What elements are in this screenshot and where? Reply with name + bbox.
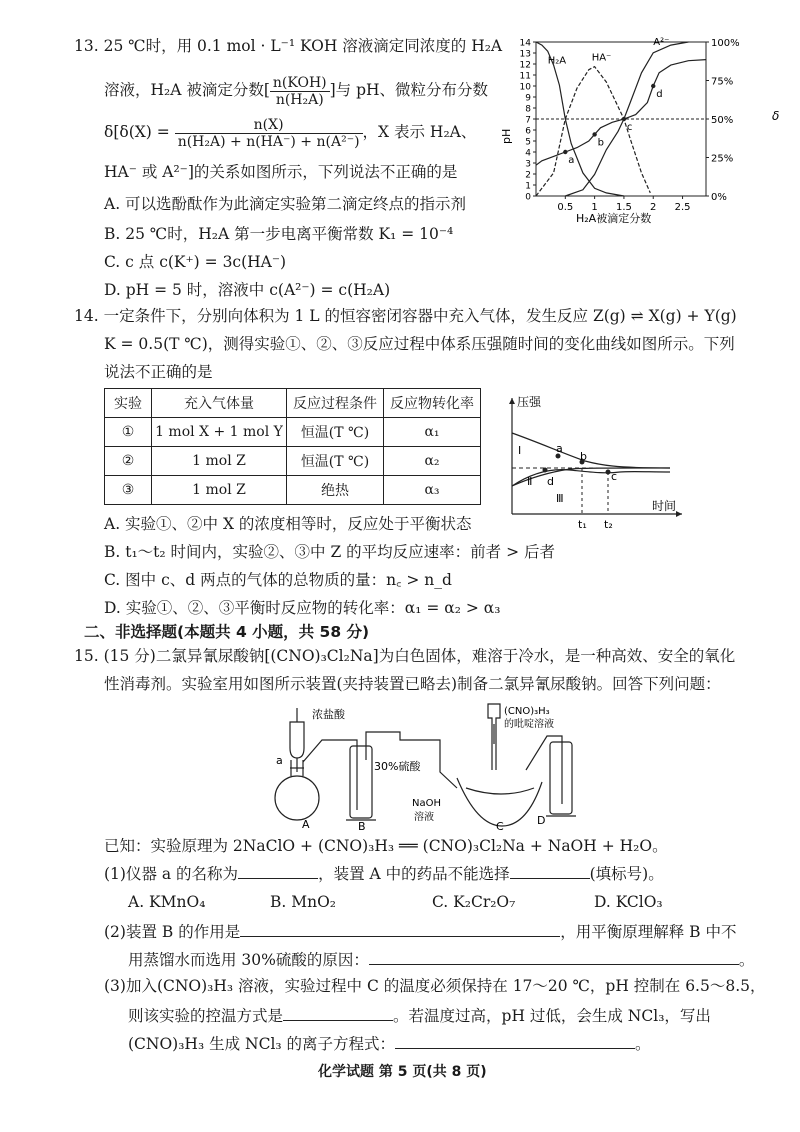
point-d — [543, 468, 548, 473]
x-tick-label: 2 — [650, 202, 657, 213]
x-tick-label: 2.5 — [674, 202, 691, 213]
y-tick-label: 4 — [525, 148, 531, 159]
titration-fraction: $\frac{\text{n(KOH)}}{\text{n(H₂A)}}$ — [270, 75, 330, 108]
label-A: A — [302, 818, 310, 830]
table-cell: 恒温(T ℃) — [287, 447, 384, 476]
q15-p1-option-b: B. MnO₂ — [270, 893, 337, 911]
y-tick-label: 14 — [519, 38, 531, 49]
label-B: B — [358, 820, 366, 830]
q13-option-c: C. c 点 c(K⁺) = 3c(HA⁻) — [104, 253, 287, 271]
q15-p1-option-a: A. KMnO₄ — [128, 893, 206, 911]
bottle-b — [350, 746, 372, 818]
curve-II — [512, 468, 670, 486]
table-header: 反应物转化率 — [384, 389, 481, 418]
table-row — [105, 476, 481, 505]
y2-tick-label: 75% — [711, 76, 734, 88]
q15-part3-line1: (3)加入(CNO)₃H₃ 溶液，实验过程中 C 的温度必须保持在 17～20 ℃，pH 控制在 6.5～8.5， — [104, 977, 766, 995]
q14-stem-line3: 说法不正确的是 — [104, 363, 213, 381]
x-tick-label: 1.5 — [615, 202, 632, 213]
q14-option-a: A. 实验①、②中 X 的浓度相等时，反应处于平衡状态 — [104, 515, 472, 533]
y-tick-label: 5 — [525, 137, 531, 148]
y-tick-label: 7 — [525, 115, 531, 126]
q13-option-a: A. 可以选酚酞作为此滴定实验第二滴定终点的指示剂 — [104, 195, 467, 213]
flask-c-liquid — [466, 788, 534, 794]
label-D: D — [537, 814, 546, 827]
q14-option-b: B. t₁～t₂ 时间内，实验②、③中 Z 的平均反应速率：前者 > 后者 — [104, 543, 556, 561]
y-tick-label: 9 — [525, 93, 531, 104]
y-tick-label: 12 — [519, 60, 531, 71]
table-cell: α₁ — [384, 418, 481, 447]
answer-blank[interactable] — [369, 948, 739, 965]
point-label: d — [656, 89, 663, 100]
table-cell: 恒温(T ℃) — [287, 418, 384, 447]
y-tick-label: 13 — [519, 49, 531, 60]
graph-y-label: 压强 — [517, 395, 542, 409]
table-row — [105, 418, 481, 447]
pressure-time-graph — [500, 388, 690, 538]
answer-blank[interactable] — [238, 862, 318, 879]
table-header: 实验 — [105, 389, 152, 418]
label-reagent-1: (CNO)₃H₃ — [504, 706, 550, 717]
graph-point-label: b — [580, 450, 587, 463]
q15-stem-line1: 15. (15 分)二氯异氰尿酸钠[(CNO)₃Cl₂Na]为白色固体，难溶于冷水，是一种高效、安全的氧化 — [74, 647, 736, 665]
x-tick-label: 1 — [591, 202, 598, 213]
y-tick-label: 10 — [519, 82, 531, 93]
page-footer: 化学试题 第 5 页(共 8 页) — [318, 1064, 487, 1080]
q13-option-d: D. pH = 5 时，溶液中 c(A²⁻) = c(H₂A) — [104, 281, 391, 299]
q15-known: 已知：实验原理为 2NaClO + (CNO)₃H₃ ══ (CNO)₃Cl₂Na + NaOH + H₂O。 — [104, 837, 668, 855]
table-cell: 1 mol Z — [152, 476, 287, 505]
curve-III — [512, 470, 670, 486]
section-heading: 二、非选择题(本题共 4 小题，共 58 分) — [84, 623, 370, 641]
graph-curve-label: Ⅲ — [556, 492, 564, 505]
graph-point-label: c — [611, 470, 618, 483]
dropping-funnel — [290, 708, 304, 758]
y-tick-label: 6 — [525, 126, 531, 137]
table-header-row — [105, 389, 481, 418]
y2-tick-label: 100% — [711, 38, 740, 49]
chart-x-label: H₂A被滴定分数 — [576, 212, 652, 225]
label-reagent-2: 的吡啶溶液 — [504, 719, 554, 730]
table-header: 反应过程条件 — [287, 389, 384, 418]
q15-part3-line3: (CNO)₃H₃ 生成 NCl₃ 的离子方程式： 。 — [128, 1032, 651, 1054]
graph-point-label: d — [547, 475, 554, 488]
graph-point-label: a — [556, 442, 563, 455]
table-cell: 绝热 — [287, 476, 384, 505]
y-tick-label: 11 — [519, 71, 531, 82]
q13-stem-line2: 溶液，H₂A 被滴定分数[ $\frac{\text{n(KOH)}}{\text{n(H₂A)}}$ ]与 pH、微粒分布分数 — [104, 74, 489, 108]
point-c — [606, 470, 611, 475]
table-cell: 1 mol X + 1 mol Y — [152, 418, 287, 447]
answer-blank[interactable] — [240, 920, 560, 937]
q15-part1: (1)仪器 a 的名称为 ，装置 A 中的药品不能选择 (填标号)。 — [104, 862, 664, 884]
table-row — [105, 447, 481, 476]
q14-option-d: D. 实验①、②、③平衡时反应物的转化率：α₁ = α₂ > α₃ — [104, 599, 501, 617]
label-hcl: 浓盐酸 — [312, 708, 345, 721]
graph-t-label: t₂ — [604, 518, 613, 531]
data-point — [651, 84, 655, 88]
q15-part2-line2: 用蒸馏水而选用 30%硫酸的原因： 。 — [128, 948, 754, 970]
chart-y-label: pH — [500, 128, 513, 144]
table-cell: ① — [105, 418, 152, 447]
series-label: HA⁻ — [591, 52, 612, 64]
q13-option-b: B. 25 ℃时，H₂A 第一步电离平衡常数 K₁ = 10⁻⁴ — [104, 225, 454, 243]
point-label: c — [626, 122, 633, 133]
q15-p1-option-c: C. K₂Cr₂O₇ — [432, 893, 516, 911]
y2-tick-label: 25% — [711, 153, 734, 165]
y-tick-label: 0 — [525, 192, 531, 203]
label-h2so4: 30%硫酸 — [374, 760, 421, 773]
table-cell: α₂ — [384, 447, 481, 476]
x-tick-label: 0.5 — [557, 202, 574, 213]
point-label: b — [597, 137, 604, 149]
graph-curve-label: Ⅱ — [527, 475, 533, 488]
distribution-fraction: $\frac{n(X)}{\text{n(H₂A) + n(HA⁻) + n(A²⁻)}}$ — [175, 117, 363, 150]
bottle-d — [550, 742, 572, 814]
flask-a — [275, 776, 319, 820]
label-naoh-1: NaOH — [412, 798, 441, 809]
q13-stem-line1: 13. 25 ℃时，用 0.1 mol · L⁻¹ KOH 溶液滴定同浓度的 H₂A — [74, 37, 503, 55]
data-point — [563, 150, 567, 154]
table-cell: ② — [105, 447, 152, 476]
y-tick-label: 8 — [525, 104, 531, 115]
table-cell: ③ — [105, 476, 152, 505]
q15-p1-option-d: D. KClO₃ — [594, 893, 663, 911]
graph-curve-label: Ⅰ — [518, 444, 522, 457]
label-naoh-2: 溶液 — [414, 812, 434, 823]
q14-stem-line1: 14. 一定条件下，分别向体积为 1 L 的恒容密闭容器中充入气体，发生反应 Z(g) ⇌ X(g) + Y(g) — [74, 307, 737, 325]
series-label: A²⁻ — [653, 37, 670, 49]
label-a: a — [276, 754, 283, 767]
label-C: C — [496, 820, 504, 830]
q13-stem-line4: HA⁻ 或 A²⁻]的关系如图所示，下列说法不正确的是 — [104, 163, 458, 181]
tube-a-b — [303, 740, 357, 762]
answer-blank[interactable] — [395, 1032, 635, 1049]
y-tick-label: 2 — [525, 170, 531, 181]
q15-part2-line1: (2)装置 B 的作用是 ，用平衡原理解释 B 中不 — [104, 920, 736, 942]
answer-blank[interactable] — [510, 862, 590, 879]
q15-part3-line2: 则该实验的控温方式是 。若温度过高，pH 过低，会生成 NCl₃，写出 — [128, 1004, 711, 1026]
y2-tick-label: 50% — [711, 115, 734, 126]
curve-I — [512, 433, 670, 468]
table-cell: 1 mol Z — [152, 447, 287, 476]
table-cell: α₃ — [384, 476, 481, 505]
table-header: 充入气体量 — [152, 389, 287, 418]
q15-stem-line2: 性消毒剂。实验室用如图所示装置(夹持装置已略去)制备二氯异氰尿酸钠。回答下列问题： — [104, 675, 721, 693]
y-tick-label: 3 — [525, 159, 531, 170]
y2-tick-label: 0% — [711, 192, 727, 203]
flask-c — [457, 778, 542, 826]
apparatus-diagram — [262, 700, 582, 830]
point-label: a — [568, 155, 575, 166]
tube-c-d — [526, 736, 562, 770]
series-label: H₂A — [547, 55, 567, 67]
q13-stem-line3: δ[δ(X) = $\frac{n(X)}{\text{n(H₂A) + n(HA⁻) + n(A²⁻)}}$ ，X 表示 H₂A、 — [104, 116, 477, 150]
experiment-table — [104, 388, 481, 505]
q14-option-c: C. 图中 c、d 两点的气体的总物质的量：n꜀ > n_d — [104, 571, 452, 589]
q14-stem-line2: K = 0.5(T ℃)，测得实验①、②、③反应过程中体系压强随时间的变化曲线如图所示。下列 — [104, 335, 735, 353]
chart-y2-label: δ — [772, 109, 780, 123]
graph-x-label: 时间 — [652, 499, 677, 513]
graph-t-label: t₁ — [578, 518, 587, 531]
answer-blank[interactable] — [283, 1004, 393, 1021]
data-point — [592, 132, 596, 136]
data-point — [622, 117, 626, 121]
titration-chart — [496, 34, 786, 230]
y-tick-label: 1 — [525, 181, 531, 192]
